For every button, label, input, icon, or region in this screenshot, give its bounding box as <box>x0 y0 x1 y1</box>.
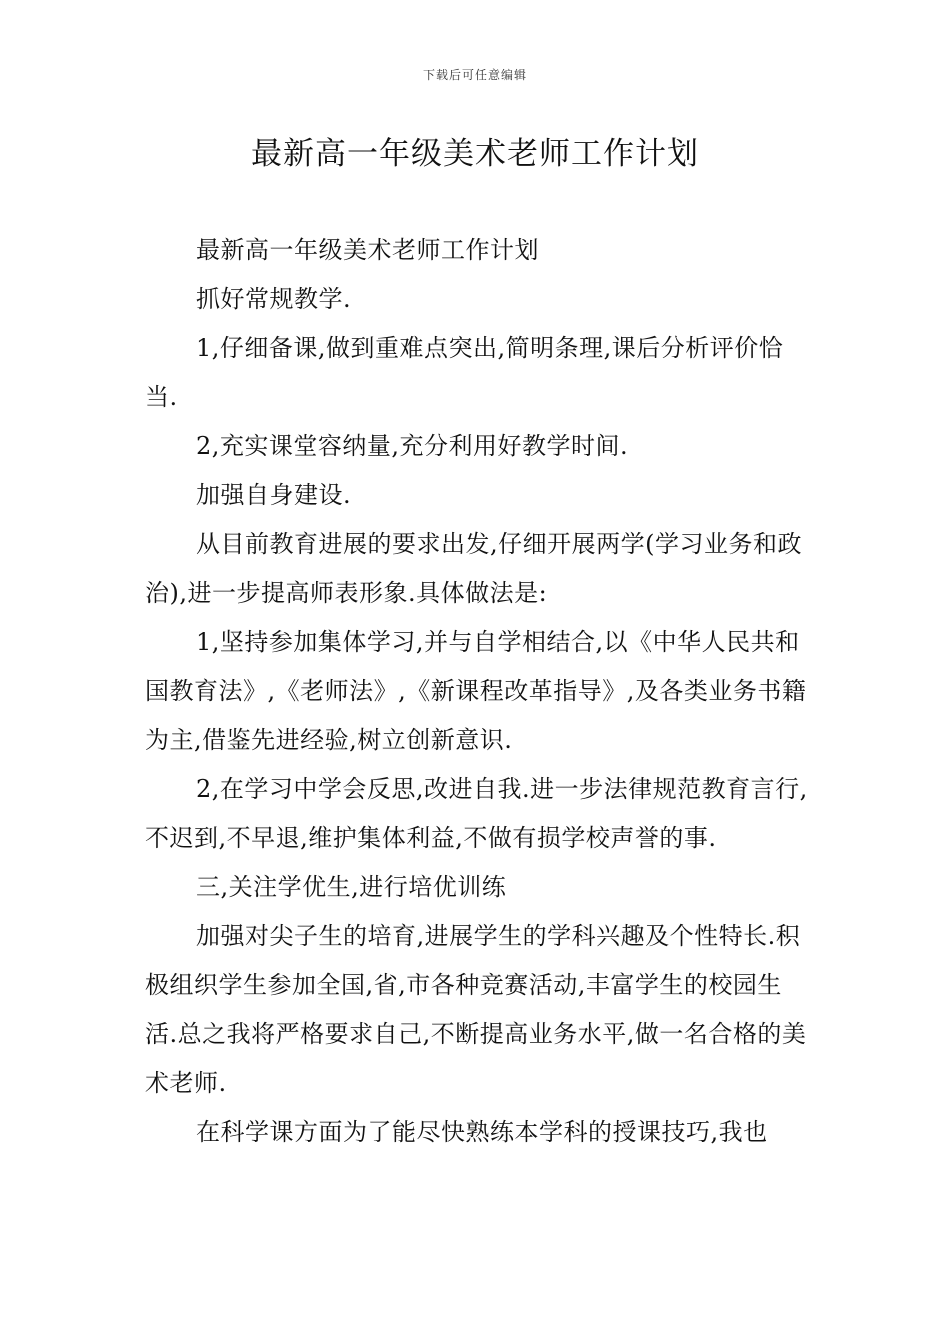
paragraph: 三,关注学优生,进行培优训练 <box>196 873 507 901</box>
paragraph: 1,仔细备课,做到重难点突出,简明条理,课后分析评价恰当. <box>145 334 784 411</box>
document-title: 最新高一年级美术老师工作计划 <box>251 136 699 172</box>
paragraph: 从目前教育进展的要求出发,仔细开展两学(学习业务和政治),进一步提高师表形象.具体做法是: <box>145 530 802 607</box>
paragraph: 抓好常规教学. <box>196 285 352 313</box>
paragraph: 2,充实课堂容纳量,充分利用好教学时间. <box>196 432 629 460</box>
paragraph: 最新高一年级美术老师工作计划 <box>196 236 539 264</box>
paragraph: 在科学课方面为了能尽快熟练本学科的授课技巧,我也 <box>196 1118 768 1146</box>
paragraph: 加强自身建设. <box>196 481 352 509</box>
paragraph: 1,坚持参加集体学习,并与自学相结合,以《中华人民共和国教育法》,《老师法》,《新课程改革指导》,及各类业务书籍为主,借鉴先进经验,树立创新意识. <box>145 628 807 754</box>
header-note: 下载后可任意编辑 <box>422 68 527 82</box>
document-body <box>145 226 813 1157</box>
paragraph: 加强对尖子生的培育,进展学生的学科兴趣及个性特长.积极组织学生参加全国,省,市各种竞赛活动,丰富学生的校园生活.总之我将严格要求自己,不断提高业务水平,做一名合格的美术老师. <box>145 922 807 1097</box>
paragraph: 2,在学习中学会反思,改进自我.进一步法律规范教育言行,不迟到,不早退,维护集体利益,不做有损学校声誉的事. <box>145 775 808 852</box>
